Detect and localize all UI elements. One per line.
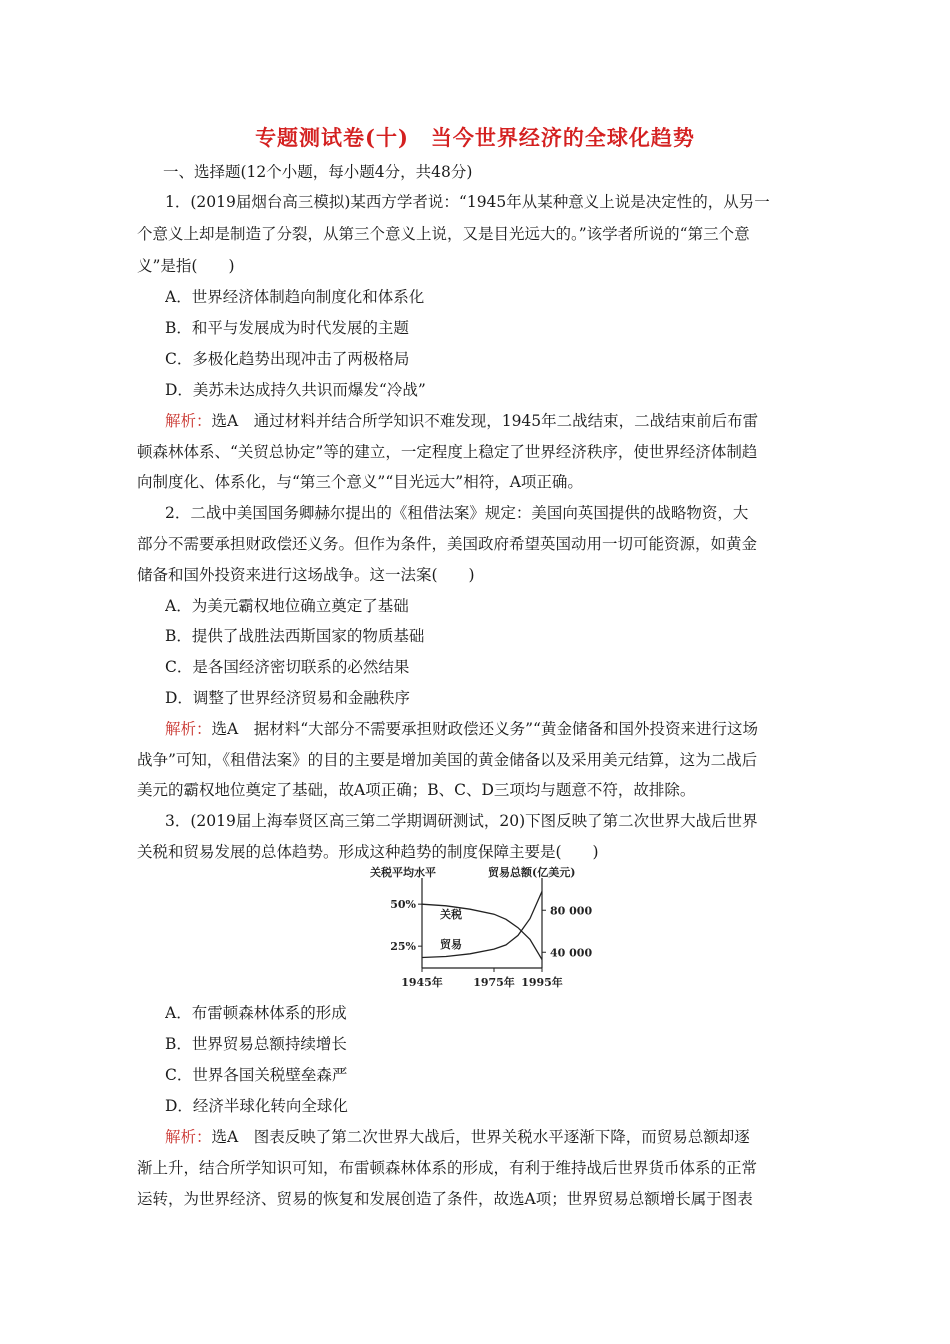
left-axis-label: 关税平均水平 [370, 866, 436, 879]
q2-analysis-line [165, 717, 817, 739]
q2-stem-line: 2．二战中美国国务卿赫尔提出的《租借法案》规定：美国向英国提供的战略物资，大 [165, 504, 749, 522]
x-tick-label: 1975年 [473, 976, 515, 989]
x-tick-label: 1995年 [521, 976, 563, 989]
q1-analysis-line [165, 409, 817, 431]
q1-analysis-line: 向制度化、体系化，与“第三个意义”“目光远大”相符，A项正确。 [137, 473, 583, 491]
q3-analysis-line: 运转，为世界经济、贸易的恢复和发展创造了条件，故选A项；世界贸易总额增长属于图表 [137, 1190, 753, 1208]
q3-stem-line: 关税和贸易发展的总体趋势。形成这种趋势的制度保障主要是( ) [137, 843, 599, 861]
q3-analysis-text: 选A 图表反映了第二次世界大战后，世界关税水平逐渐下降，而贸易总额却逐 [211, 1128, 750, 1146]
analysis-label: 解析： [165, 720, 212, 738]
series-label: 贸易 [440, 937, 462, 951]
q3-option-b: B．世界贸易总额持续增长 [165, 1035, 347, 1053]
tariff-trade-chart [370, 862, 600, 990]
right-axis-label: 贸易总额(亿美元) [488, 866, 576, 879]
q2-option-a: A．为美元霸权地位确立奠定了基础 [165, 597, 409, 615]
analysis-label: 解析： [165, 412, 212, 430]
right-tick-label: 80 000 [550, 904, 593, 918]
q3-stem-line: 3．(2019届上海奉贤区高三第二学期调研测试，20)下图反映了第二次世界大战后世界 [165, 812, 758, 830]
analysis-label: 解析： [165, 1128, 212, 1146]
q1-option-a: A．世界经济体制趋向制度化和体系化 [165, 288, 425, 306]
q1-analysis-text: 选A 通过材料并结合所学知识不难发现，1945年二战结束，二战结束前后布雷 [211, 412, 759, 430]
q3-analysis-line: 渐上升，结合所学知识可知，布雷顿森林体系的形成，有利于维持战后世界货币体系的正常 [137, 1159, 758, 1177]
x-tick-label: 1945年 [401, 976, 443, 989]
q2-analysis-line: 美元的霸权地位奠定了基础，故A项正确；B、C、D三项均与题意不符，故排除。 [137, 781, 696, 799]
q2-option-d: D．调整了世界经济贸易和金融秩序 [165, 689, 410, 707]
q1-stem-line: 个意义上却是制造了分裂，从第三个意义上说，又是目光远大的。”该学者所说的“第三个意 [137, 225, 750, 243]
q2-stem-line: 储备和国外投资来进行这场战争。这一法案( ) [137, 566, 475, 584]
q2-analysis-line: 战争”可知，《租借法案》的目的主要是增加美国的黄金储备以及采用美元结算，这为二战后 [137, 751, 758, 769]
q1-stem-line: 义”是指( ) [137, 257, 235, 275]
page-title: 专题测试卷(十) 当今世界经济的全球化趋势 [255, 125, 695, 150]
q2-option-b: B．提供了战胜法西斯国家的物质基础 [165, 627, 425, 645]
q1-option-b: B．和平与发展成为时代发展的主题 [165, 319, 409, 337]
section-heading: 一、选择题(12个小题，每小题4分，共48分) [163, 163, 473, 181]
q1-option-c: C．多极化趋势出现冲击了两极格局 [165, 350, 410, 368]
left-tick-label: 50% [390, 898, 416, 912]
q1-stem-line: 1．(2019届烟台高三模拟)某西方学者说：“1945年从某种意义上说是决定性的，从另一 [165, 193, 770, 211]
right-tick-label: 40 000 [550, 946, 593, 960]
q3-option-c: C．世界各国关税壁垒森严 [165, 1066, 348, 1084]
q3-analysis-line [165, 1125, 817, 1147]
q2-stem-line: 部分不需要承担财政偿还义务。但作为条件，美国政府希望英国动用一切可能资源，如黄金 [137, 535, 758, 553]
left-tick-label: 25% [390, 940, 416, 954]
q2-option-c: C．是各国经济密切联系的必然结果 [165, 658, 410, 676]
series-label: 关税 [440, 907, 462, 921]
q1-analysis-line: 顿森林体系、“关贸总协定”等的建立，一定程度上稳定了世界经济秩序，使世界经济体制趋 [137, 443, 758, 461]
q3-option-a: A．布雷顿森林体系的形成 [165, 1004, 347, 1022]
q1-option-d: D．美苏未达成持久共识而爆发“冷战” [165, 381, 426, 399]
q2-analysis-text: 选A 据材料“大部分不需要承担财政偿还义务”“黄金储备和国外投资来进行这场 [211, 720, 758, 738]
q3-option-d: D．经济半球化转向全球化 [165, 1097, 348, 1115]
